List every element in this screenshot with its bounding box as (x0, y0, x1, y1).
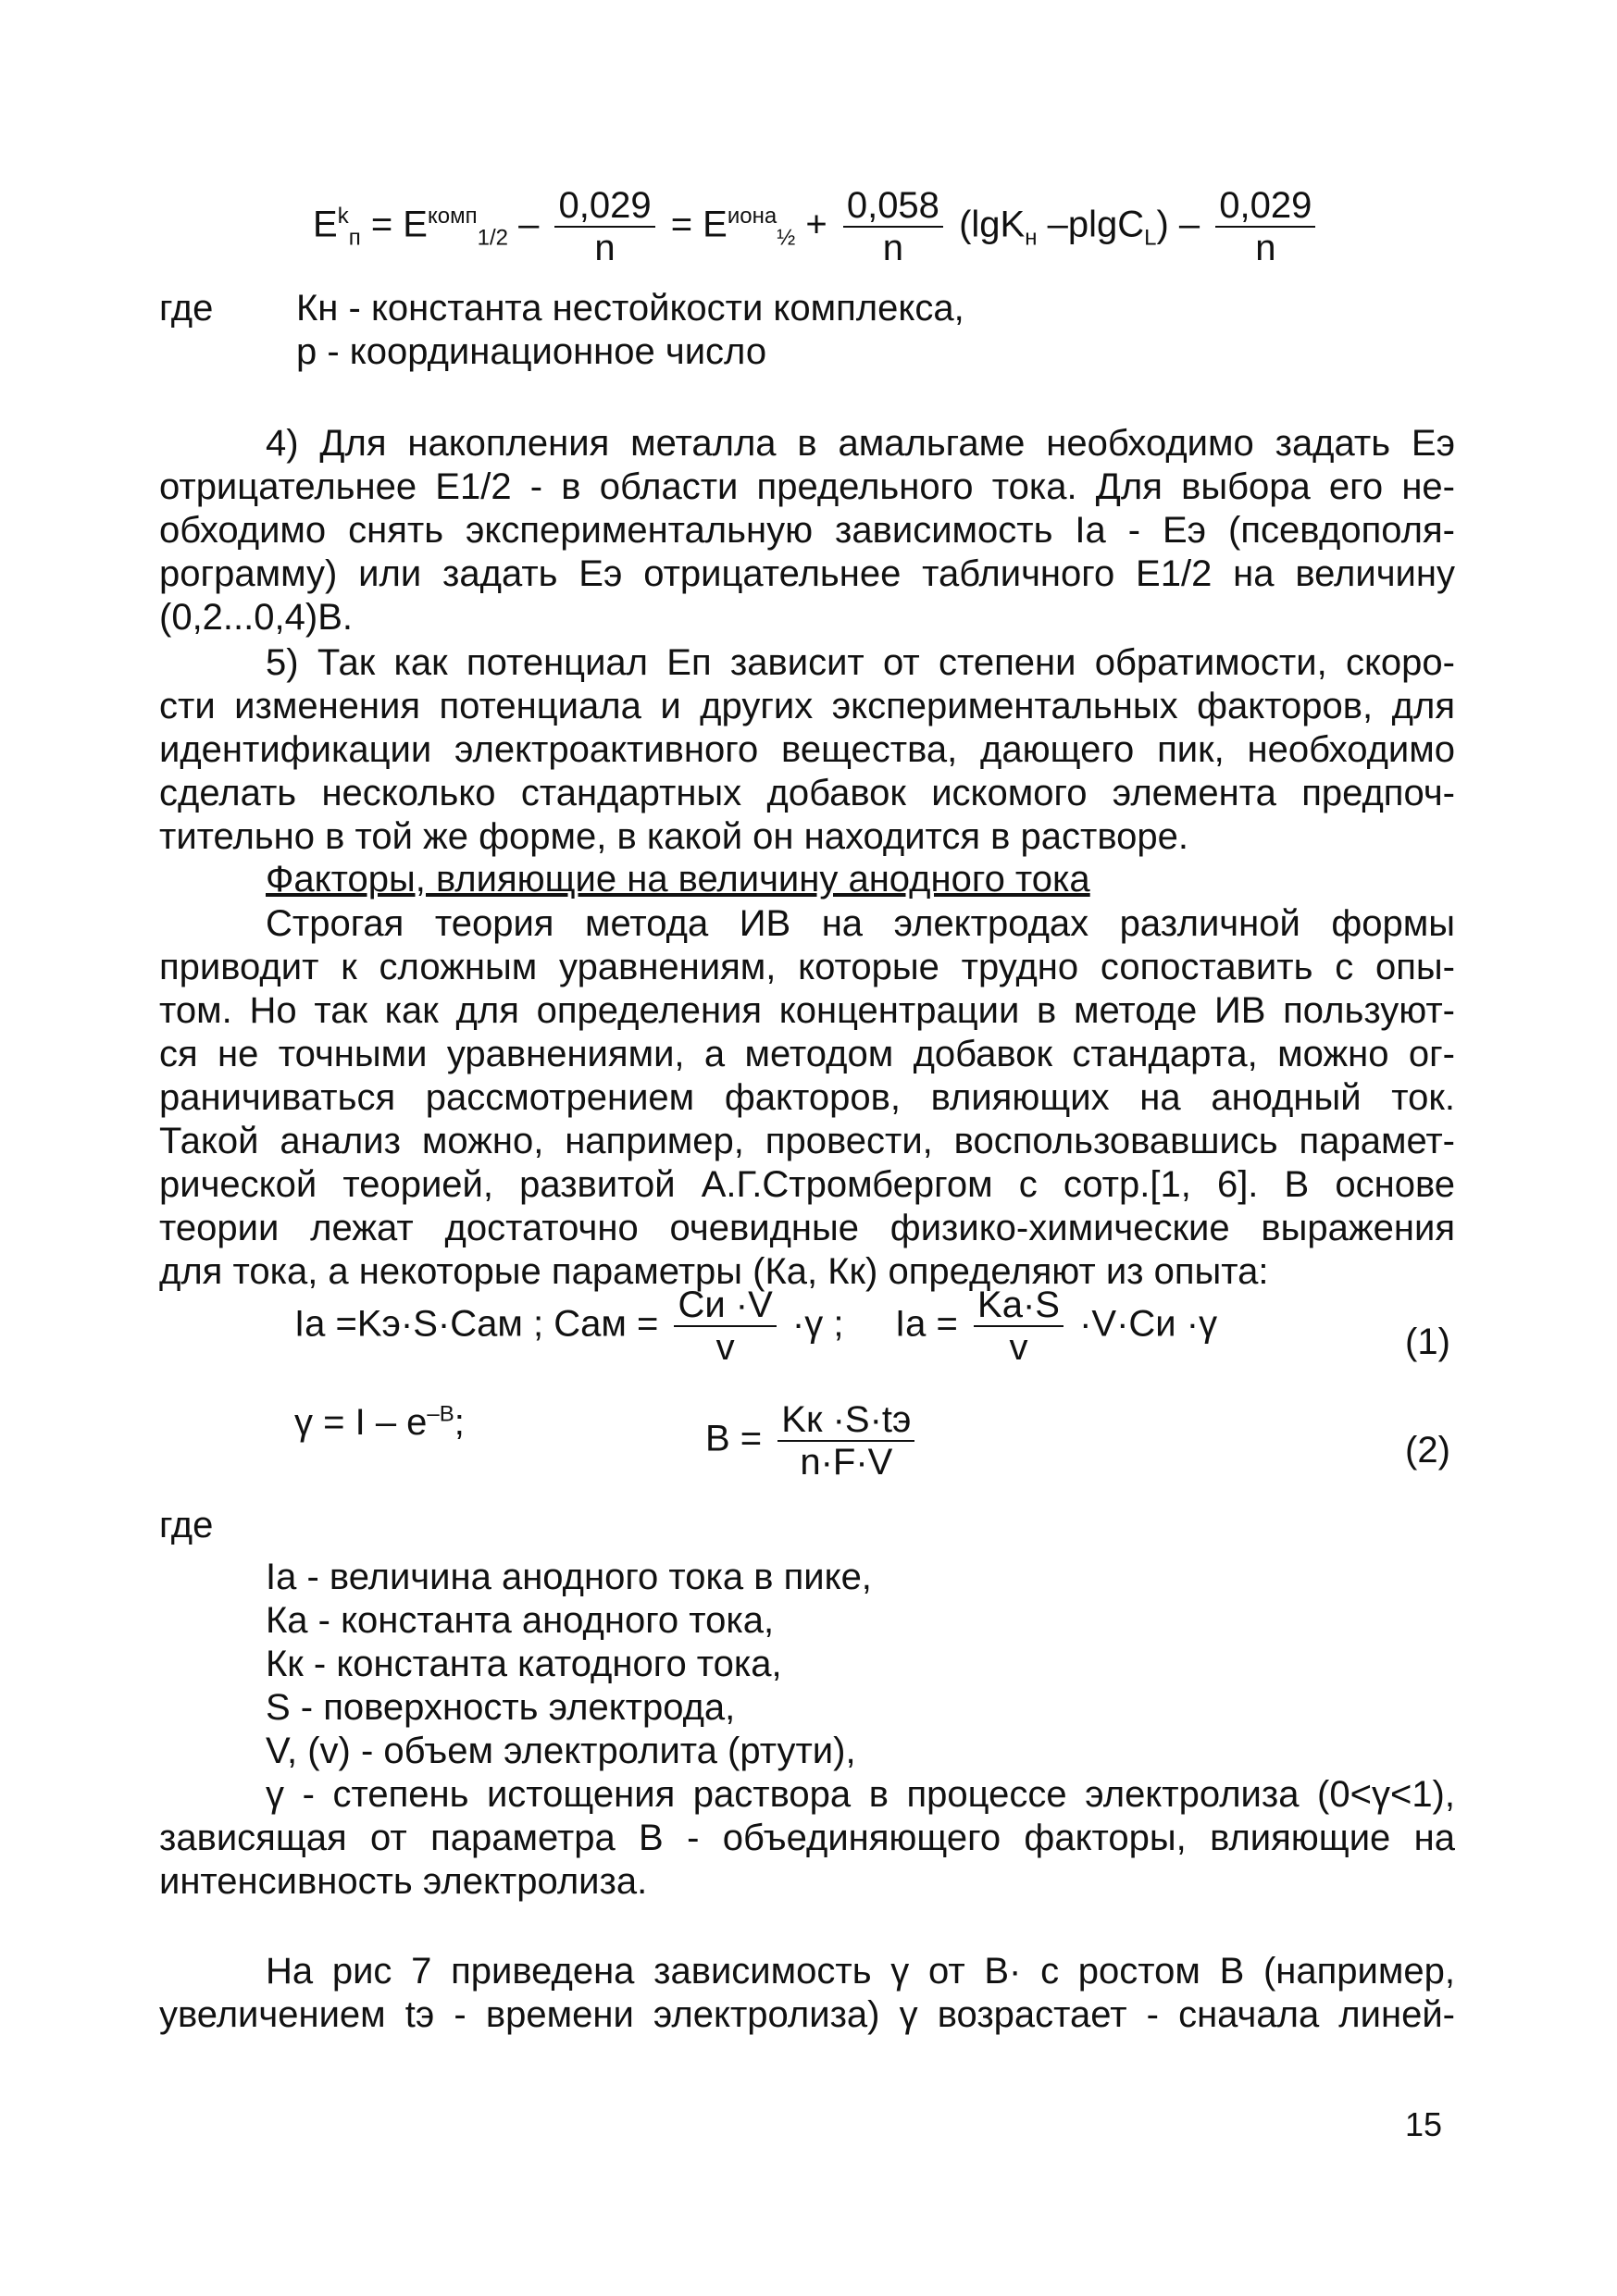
fraction: $\frac{0,029}{n}$ (1215, 185, 1315, 268)
text-line: зависящая от параметра В - объединяющего факторы, влияющие на (159, 1818, 1455, 1858)
fraction: $\frac{0,058}{n}$ (843, 185, 943, 268)
text-line: рической теорией, развитой А.Г.Стромбергом с сотр.[1, 6]. В основе (159, 1164, 1455, 1205)
text-line: отрицательнее E1/2 - в области предельного тока. Для выбора его не- (159, 466, 1455, 507)
page-number: 15 (1405, 2105, 1443, 2143)
where-label: где (159, 1505, 214, 1545)
text-line: увеличением tэ - времени электролиза) γ возрастает - сначала линей- (159, 1994, 1455, 2035)
paragraph-5 (159, 641, 1455, 859)
text-line: На рис 7 приведена зависимость γ от В· с ростом В (например, (266, 1951, 1455, 1992)
equation-number: (2) (1405, 1430, 1450, 1471)
text-line: тительно в той же форме, в какой он находится в растворе. (159, 816, 1189, 857)
text-line: Такой анализ можно, например, провести, воспользовавшись парамет- (159, 1121, 1455, 1161)
text-line: рограмму) или задать Eэ отрицательнее табличного E1/2 на величину (159, 553, 1455, 594)
text-line: теории лежат достаточно очевидные физико-химические выражения (159, 1208, 1455, 1248)
definition-line: V, (v) - объем электролита (ртути), (266, 1731, 856, 1771)
text-line: раничиваться рассмотрением факторов, влияющих на анодный ток. (159, 1077, 1455, 1118)
fraction: $\frac{Cи \cdot V}{v}$ (674, 1285, 776, 1368)
paragraph-7 (159, 1950, 1455, 2037)
text-line: для тока, а некоторые параметры (Ка, Кк) определяют из опыта: (159, 1251, 1269, 1292)
text-line: интенсивность электролиза. (159, 1861, 648, 1902)
text-line: сделать несколько стандартных добавок искомого элемента предпоч- (159, 773, 1455, 813)
text-line: ся не точными уравнениями, а методом добавок стандарта, можно ог- (159, 1034, 1455, 1074)
equation-2: $\gamma = I - e^{-B}$; (294, 1401, 465, 1443)
definition-list (266, 1556, 872, 1773)
fraction: $\frac{Kа\cdot S}{v}$ (974, 1285, 1063, 1368)
text-line: обходимо снять экспериментальную зависимость Iа - Eэ (псевдополя- (159, 510, 1455, 551)
definition-line: Iа - величина анодного тока в пике, (266, 1557, 872, 1597)
text-line: 4) Для накопления металла в амальгаме необходимо задать Eэ (266, 423, 1455, 464)
definition-line: Ка - константа анодного тока, (266, 1600, 775, 1641)
fraction: $\frac{0,029}{n}$ (554, 185, 654, 268)
paragraph-6 (159, 902, 1455, 1294)
text-line: 5) Так как потенциал Eп зависит от степени обратимости, скоро- (266, 642, 1455, 683)
text-line: том. Но так как для определения концентрации в методе ИВ пользуют- (159, 990, 1455, 1031)
text-line: приводит к сложным уравнениям, которые трудно сопоставить с опы- (159, 947, 1455, 987)
text-line: γ - степень истощения раствора в процессе электролиза (0<γ<1), (266, 1774, 1455, 1815)
gamma-definition (159, 1773, 1455, 1904)
equation-number: (1) (1405, 1322, 1450, 1362)
text-line: идентификации электроактивного вещества, дающего пик, необходимо (159, 729, 1455, 770)
definition-line: Кн - константа нестойкости комплекса, (296, 288, 964, 329)
paragraph-4 (159, 422, 1455, 639)
section-heading: Факторы, влияющие на величину анодного тока (266, 859, 1090, 900)
equation-1: Iа =Kэ·S·Cам ; Cам = $\frac{Cи \cdot V}{v}$ ·γ ; Iа = $\frac{Kа\cdot S}{v}$ ·V·Cи ·γ (294, 1285, 1218, 1368)
formula-potential: $E^k_п = E^{комп}_{1/2}$ – $\frac{0,029}{n}$ = $E^{иона}_{\frac{1}{2}}$ + $\frac{0,058}{n}$ (lgK$_н$ –plgC$_L$) – $\frac{0,029}{n}$ (313, 185, 1321, 268)
definition-line: р - координационное число (296, 331, 767, 372)
equation-2-b: B = $\frac{Kк \cdot S\cdot tэ}{n\cdot F\cdot V}$ (705, 1399, 920, 1483)
text-line: (0,2...0,4)В. (159, 597, 353, 638)
where-label: где (159, 288, 214, 329)
text-line: Строгая теория метода ИВ на электродах различной формы (266, 903, 1455, 944)
definition-line: Кк - константа катодного тока, (266, 1644, 782, 1684)
fraction: $\frac{Kк \cdot S\cdot tэ}{n\cdot F\cdot V}$ (777, 1399, 914, 1483)
text-line: сти изменения потенциала и других экспериментальных факторов, для (159, 686, 1455, 726)
definition-line: S - поверхность электрода, (266, 1687, 736, 1728)
